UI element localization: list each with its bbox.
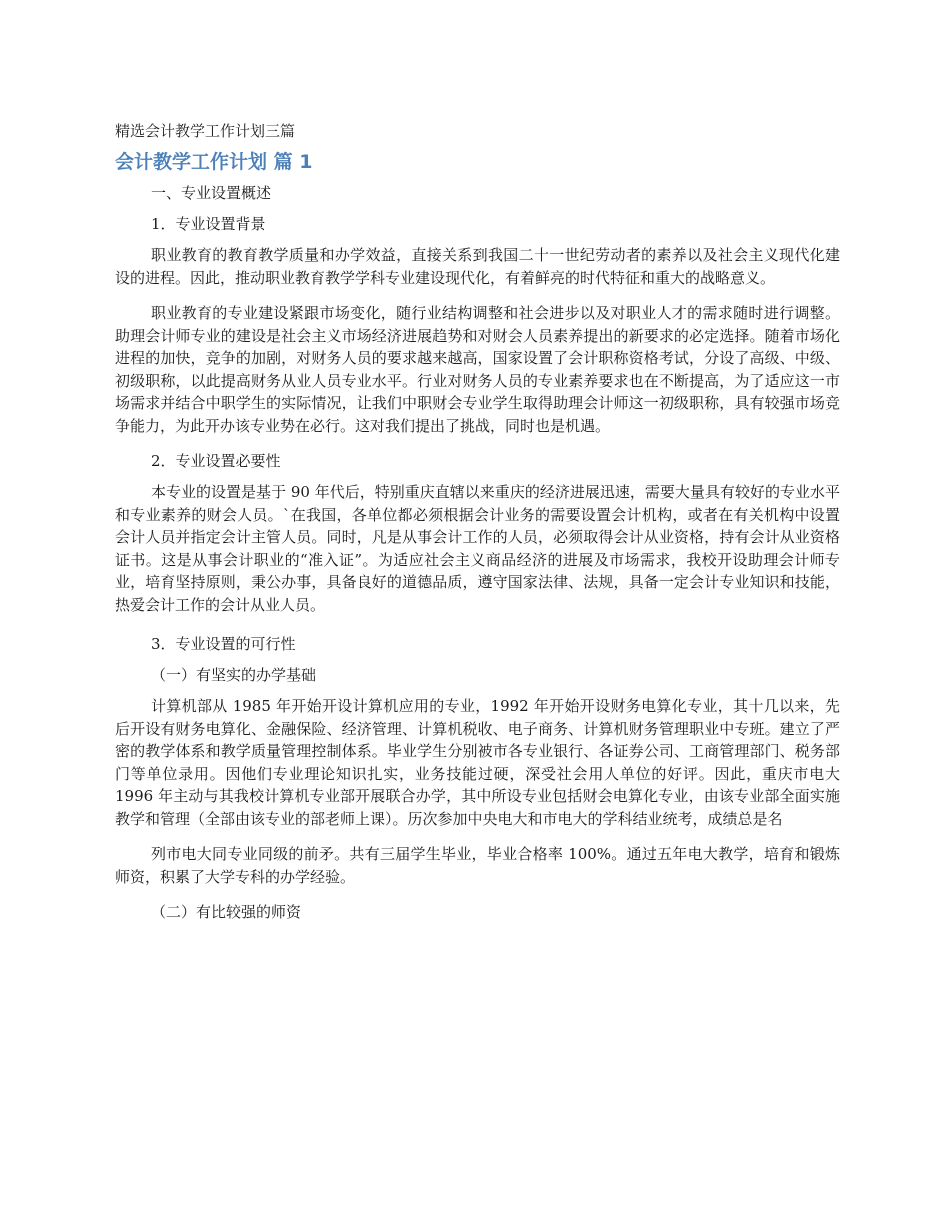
outline-item: （一）有坚实的办学基础 [151,666,317,684]
outline-item: 1．专业设置背景 [151,215,266,233]
document-title: 精选会计教学工作计划三篇 [115,122,296,140]
outline-item: 2．专业设置必要性 [151,452,281,470]
outline-item: 一、专业设置概述 [151,184,272,202]
body-paragraph: 计算机部从 1985 年开始开设计算机应用的专业，1992 年开始开设财务电算化专业，其十几以来，先后开设有财务电算化、金融保险、经济管理、计算机税收、电子商务、计算机财务管理职业中专班。建立了严密的教学体系和教学质量管理控制体系。毕业学生分别被市各专业银行、各证券公司、工商管理部门、税务部门等单位录用。因他们专业理论知识扎实，业务技能过硬，深受社会用人单位的好评。因此，重庆市电大 1996 年主动与其我校计算机专业部开展联合办学，其中所设专业包括财会电算化专业，由该专业部全面实施教学和管理（全部由该专业的部老师上课）。历次参加中央电大和市电大的学科结业统考，成绩总是名 [115,697,840,828]
section-heading: 会计教学工作计划 篇 1 [115,151,313,173]
body-paragraph: 职业教育的教育教学质量和办学效益，直接关系到我国二十一世纪劳动者的素养以及社会主义现代化建设的进程。因此，推动职业教育教学学科专业建设现代化，有着鲜亮的时代特征和重大的战略意义。 [115,246,840,287]
body-paragraph: 列市电大同专业同级的前矛。共有三届学生毕业，毕业合格率 100%。通过五年电大教学，培育和锻炼师资，积累了大学专科的办学经验。 [115,845,840,886]
outline-item: （二）有比较强的师资 [151,903,302,921]
document-page [115,120,840,932]
outline-item: 3．专业设置的可行性 [151,635,296,653]
body-paragraph: 本专业的设置是基于 90 年代后，特别重庆直辖以来重庆的经济进展迅速，需要大量具有较好的专业水平和专业素养的财会人员。`在我国，各单位都必须根据会计业务的需要设置会计机构，或者在有关机构中设置会计人员并指定会计主管人员。同时，凡是从事会计工作的人员，必须取得会计从业资格，持有会计从业资格证书。这是从事会计职业的“准入证”。为适应社会主义商品经济的进展及市场需求，我校开设助理会计师专业，培育坚持原则，秉公办事，具备良好的道德品质，遵守国家法律、法规，具备一定会计专业知识和技能，热爱会计工作的会计从业人员。 [115,483,840,614]
body-paragraph: 职业教育的专业建设紧跟市场变化，随行业结构调整和社会进步以及对职业人才的需求随时进行调整。助理会计师专业的建设是社会主义市场经济进展趋势和对财会人员素养提出的新要求的必定选择。随着市场化进程的加快，竞争的加剧，对财务人员的要求越来越高，国家设置了会计职称资格考试，分设了高级、中级、初级职称，以此提高财务从业人员专业水平。行业对财务人员的专业素养要求也在不断提高，为了适应这一市场需求并结合中职学生的实际情况，让我们中职财会专业学生取得助理会计师这一初级职称，具有较强市场竞争能力，为此开办该专业势在必行。这对我们提出了挑战，同时也是机遇。 [115,304,840,435]
